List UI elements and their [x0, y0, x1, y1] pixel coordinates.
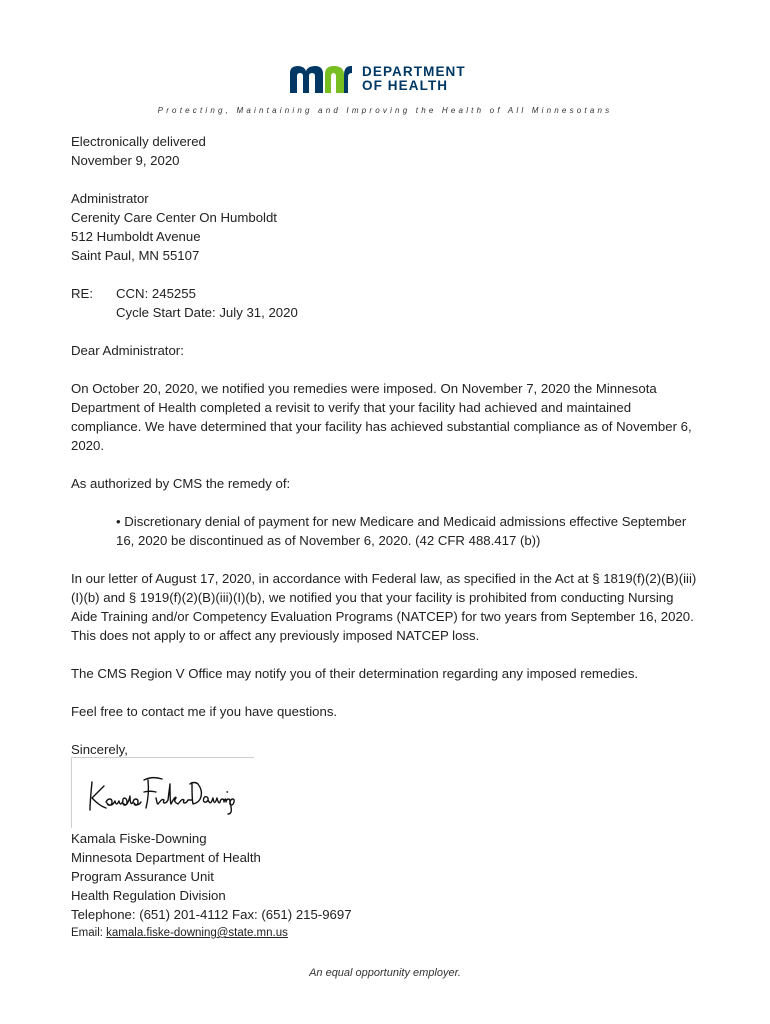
- letter-date: November 9, 2020: [71, 153, 180, 168]
- signer-name: Kamala Fiske-Downing: [71, 831, 207, 846]
- paragraph-1: On October 20, 2020, we notified you remedies were imposed. On November 7, 2020 the Minnesota Department of Health completed a revisit to verify that your facility had achieved and maintained compliance. We have determined that your facility has achieved substantial compliance as of November 6, 2020.: [71, 381, 692, 453]
- recipient-line-3: 512 Humboldt Avenue: [71, 229, 201, 244]
- signer-email-line: [71, 924, 352, 943]
- remedy-bullet: • Discretionary denial of payment for new Medicare and Medicaid admissions effective September 16, 2020 be discontinued as of November 6, 2020. (42 CFR 488.417 (b)): [116, 514, 687, 548]
- re-ccn: CCN: 245255: [116, 286, 196, 301]
- recipient-line-1: Administrator: [71, 191, 149, 206]
- re-cycle-date: Cycle Start Date: July 31, 2020: [116, 305, 298, 320]
- signer-org: Minnesota Department of Health: [71, 850, 261, 865]
- re-label: RE:: [71, 286, 93, 301]
- signer-division: Health Regulation Division: [71, 888, 226, 903]
- signature-box: [71, 757, 254, 828]
- mdh-logo: [288, 62, 466, 96]
- footer-note: An equal opportunity employer.: [309, 967, 461, 979]
- letter-body: [71, 132, 701, 759]
- recipient-line-4: Saint Paul, MN 55107: [71, 248, 200, 263]
- signer-phone: Telephone: (651) 201-4112 Fax: (651) 215-9697: [71, 907, 352, 922]
- mn-logo-icon: [288, 64, 354, 94]
- recipient-line-2: Cerenity Care Center On Humboldt: [71, 210, 277, 225]
- email-label: Email:: [71, 927, 107, 939]
- delivery-method: Electronically delivered: [71, 134, 206, 149]
- paragraph-4: The CMS Region V Office may notify you of their determination regarding any imposed remedies.: [71, 666, 639, 681]
- handwritten-signature: [86, 772, 246, 816]
- signature-block: [71, 829, 352, 943]
- paragraph-3: In our letter of August 17, 2020, in accordance with Federal law, as specified in the Act at § 1819(f)(2)(B)(iii)(I)(b) and § 1919(f)(2)(B)(iii)(I)(b), we notified you that your facility is prohibited from conducting Nursing Aide Training and/or Competency Evaluation Programs (NATCEP) for two years from September 16, 2020. This does not apply to or affect any previously imposed NATCEP loss.: [71, 571, 697, 643]
- paragraph-5: Feel free to contact me if you have questions.: [71, 704, 338, 719]
- dept-line-1: DEPARTMENT: [362, 64, 466, 79]
- closing: Sincerely,: [71, 742, 128, 757]
- paragraph-2: As authorized by CMS the remedy of:: [71, 476, 291, 491]
- email-link[interactable]: kamala.fiske-downing@state.mn.us: [106, 927, 288, 939]
- dept-line-2: OF HEALTH: [362, 78, 449, 93]
- signer-unit: Program Assurance Unit: [71, 869, 214, 884]
- tagline: Protecting, Maintaining and Improving the Health of All Minnesotans: [157, 106, 613, 115]
- re-block: [71, 284, 701, 322]
- salutation: Dear Administrator:: [71, 343, 184, 358]
